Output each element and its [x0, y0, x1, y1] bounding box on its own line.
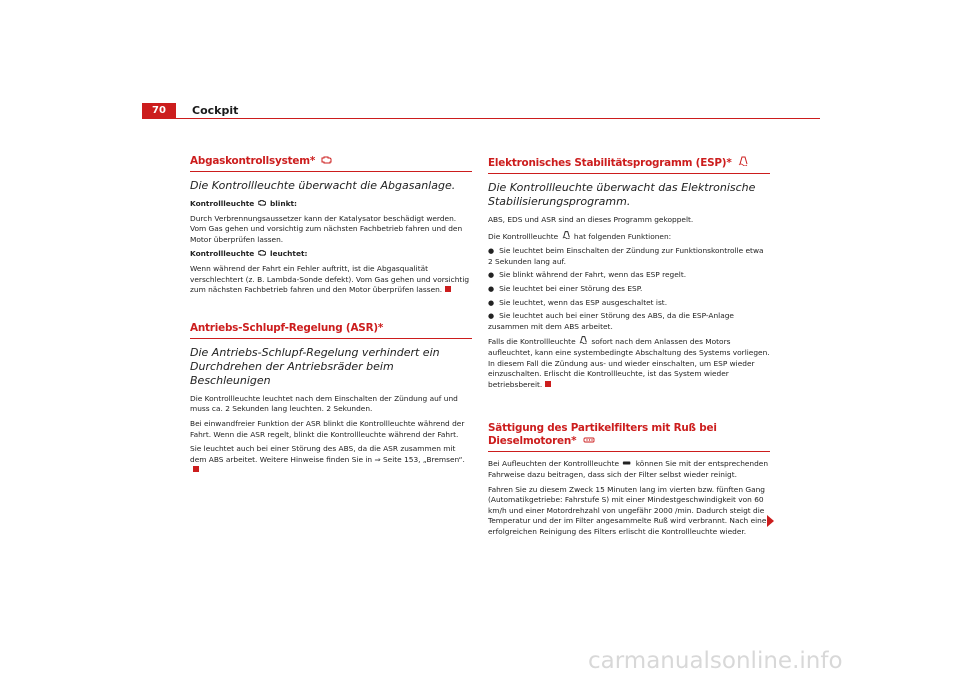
- paragraph: [488, 459, 770, 480]
- section-title-abgaskontrollsystem: [190, 155, 472, 172]
- chapter-title: Cockpit: [192, 104, 239, 117]
- engine-warning-icon: [321, 155, 333, 168]
- paragraph-heading: [190, 199, 472, 210]
- paragraph-text: können Sie mit der entsprechenden Fahrweise dazu beitragen, dass sich der Filter selbst wieder reinigt.: [488, 459, 769, 479]
- section-subtitle: Die Kontrollleuchte überwacht die Abgasanlage.: [190, 179, 456, 192]
- esp-icon: [738, 155, 749, 170]
- paragraph: Durch Verbrennungsaussetzer kann der Katalysator beschädigt werden. Vom Gas gehen und vorsichtig zum nächsten Fachbetrieb fahren und den Motor überprüfen lassen.: [190, 213, 463, 244]
- paragraph: [488, 230, 770, 243]
- paragraph-text: Wenn während der Fahrt ein Fehler auftritt, ist die Abgasqualität verschlechtert (z. B. Lambda-Sonde defekt). Vom Gas gehen und vorsichtig zum nächsten Fachbetrieb fahren und den Motor überprüfen lassen.: [190, 263, 470, 295]
- heading-suffix: blinkt:: [269, 199, 298, 208]
- paragraph-text: sofort nach dem Anlassen des Motors aufleuchtet, kann eine systembedingte Abschaltung des Systems vorliegen. In diesem Fall die Zündung aus- und wieder einschalten, um ESP wieder einzuschalten. Erlischt die Kontrollleuchte, ist das System wieder betriebsbereit.: [488, 337, 770, 389]
- paragraph: [488, 335, 770, 390]
- diesel-particulate-filter-icon: [622, 459, 632, 470]
- list-item: ● Sie leuchtet auch bei einer Störung des ABS, da die ESP-Anlage zusammen mit dem ABS arbeitet.: [488, 311, 770, 332]
- heading-text: Kontrollleuchte: [190, 199, 255, 208]
- paragraph: Die Kontrollleuchte leuchtet nach dem Einschalten der Zündung auf und muss ca. 2 Sekunden lang leuchten. 2 Sekunden.: [190, 393, 458, 414]
- section-title-partikelfilter: [488, 422, 770, 452]
- section-subtitle: Die Antriebs-Schlupf-Regelung verhindert ein Durchdrehen der Antriebsräder beim Beschleunigen: [190, 345, 440, 387]
- continue-arrow-icon: [767, 515, 774, 527]
- watermark: carmanualsonline.info: [588, 648, 843, 674]
- header-rule: [142, 118, 820, 119]
- list-item: ● Sie leuchtet, wenn das ESP ausgeschaltet ist.: [488, 298, 770, 309]
- engine-warning-icon: [258, 199, 267, 210]
- diesel-particulate-filter-icon: [583, 435, 596, 448]
- heading-suffix: leuchtet:: [269, 249, 308, 259]
- end-mark: [445, 286, 451, 292]
- section-subtitle: Die Kontrollleuchte überwacht das Elektronische Stabilisierungsprogramm.: [488, 181, 756, 208]
- list-item: ● Sie leuchtet bei einer Störung des ESP.: [488, 284, 770, 295]
- section-title-esp: [488, 155, 770, 174]
- esp-icon: [562, 230, 571, 243]
- paragraph-text: Sie leuchtet auch bei einer Störung des ABS, da die ASR zusammen mit dem ABS arbeitet. Weitere Hinweise finden Sie in ⇒ Seite 153, „Bremsen“.: [190, 444, 465, 464]
- paragraph-text: Falls die Kontrollleuchte: [488, 337, 576, 347]
- paragraph-heading: [190, 249, 472, 260]
- paragraph-text: Bei Aufleuchten der Kontrollleuchte: [488, 459, 620, 469]
- paragraph: Fahren Sie zu diesem Zweck 15 Minuten lang im vierten bzw. fünften Gang (Automatikgetriebe: Fahrstufe S) mit einer Mindestgeschwindigkeit von 60 km/h und einer Motordrehzahl von ungefähr 2000 /min. Dadurch steigt die Temperatur und der im Filter angesammelte Ruß wird verbrannt. Nach einer erfolgreichen Reinigung des Filters erlischt die Kontrollleuchte wieder.: [488, 484, 770, 536]
- section-title-text: Abgaskontrollsystem*: [190, 155, 316, 167]
- section-title-text: Elektronisches Stabilitätsprogramm (ESP)*: [488, 157, 732, 169]
- paragraph: Bei einwandfreier Funktion der ASR blinkt die Kontrollleuchte während der Fahrt. Wenn die ASR regelt, blinkt die Kontrollleuchte während der Fahrt.: [190, 418, 465, 439]
- left-column: [190, 155, 472, 480]
- page-number: 70: [142, 103, 176, 118]
- end-mark: [545, 381, 551, 387]
- paragraph: [190, 264, 472, 296]
- paragraph-text: hat folgenden Funktionen:: [573, 231, 672, 241]
- right-column: [488, 155, 770, 541]
- paragraph-text: Die Kontrollleuchte: [488, 231, 559, 241]
- esp-icon: [579, 335, 588, 348]
- list-item: ● Sie blinkt während der Fahrt, wenn das ESP regelt.: [488, 270, 770, 281]
- list-item: ● Sie leuchtet beim Einschalten der Zündung zur Funktionskontrolle etwa 2 Sekunden lang auf.: [488, 246, 770, 267]
- paragraph: [190, 444, 472, 476]
- heading-text: Kontrollleuchte: [190, 249, 255, 259]
- end-mark: [193, 466, 199, 472]
- paragraph: ABS, EDS und ASR sind an dieses Programm gekoppelt.: [488, 215, 694, 224]
- section-title-asr: Antriebs-Schlupf-Regelung (ASR)*: [190, 322, 472, 339]
- section-title-text: Sättigung des Partikelfilters mit Ruß bei Dieselmotoren*: [488, 422, 717, 448]
- engine-warning-icon: [258, 249, 267, 260]
